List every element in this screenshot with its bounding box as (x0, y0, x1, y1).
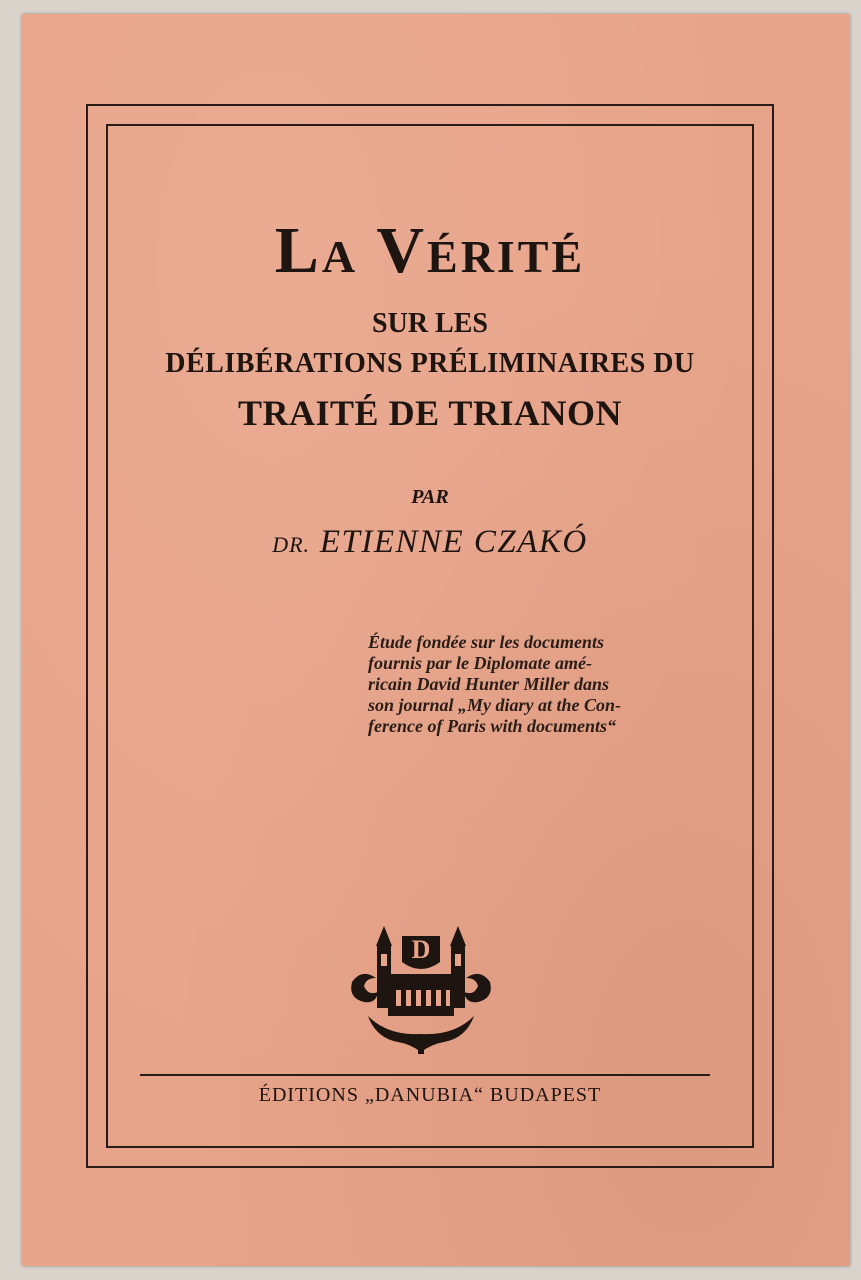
author-name: ETIENNE CZAKÓ (319, 524, 588, 560)
emblem-letter: D (411, 935, 431, 964)
author-prefix: DR. (272, 532, 311, 557)
study-note (368, 632, 730, 737)
by-label: PAR (411, 486, 449, 508)
publisher-line: ÉDITIONS „DANUBIA“ BUDAPEST (258, 1084, 602, 1106)
note-line: fournis par le Diplomate amé- (368, 653, 592, 673)
note-line: ference of Paris with documents“ (368, 716, 616, 736)
divider-rule (140, 1074, 710, 1076)
cathedral-publisher-emblem-icon (348, 918, 494, 1058)
author (106, 524, 754, 561)
note-line: son journal „My diary at the Con- (368, 695, 622, 715)
subtitle-line-2: DÉLIBÉRATIONS PRÉLIMINAIRES DU (165, 348, 695, 379)
subtitle-line-1: SUR LES (372, 308, 488, 339)
note-line: Étude fondée sur les documents (368, 632, 605, 652)
note-line: ricain David Hunter Miller dans (368, 674, 610, 694)
book-title: La Vérité (274, 214, 586, 287)
subtitle-line-3: TRAITÉ DE TRIANON (238, 393, 622, 433)
